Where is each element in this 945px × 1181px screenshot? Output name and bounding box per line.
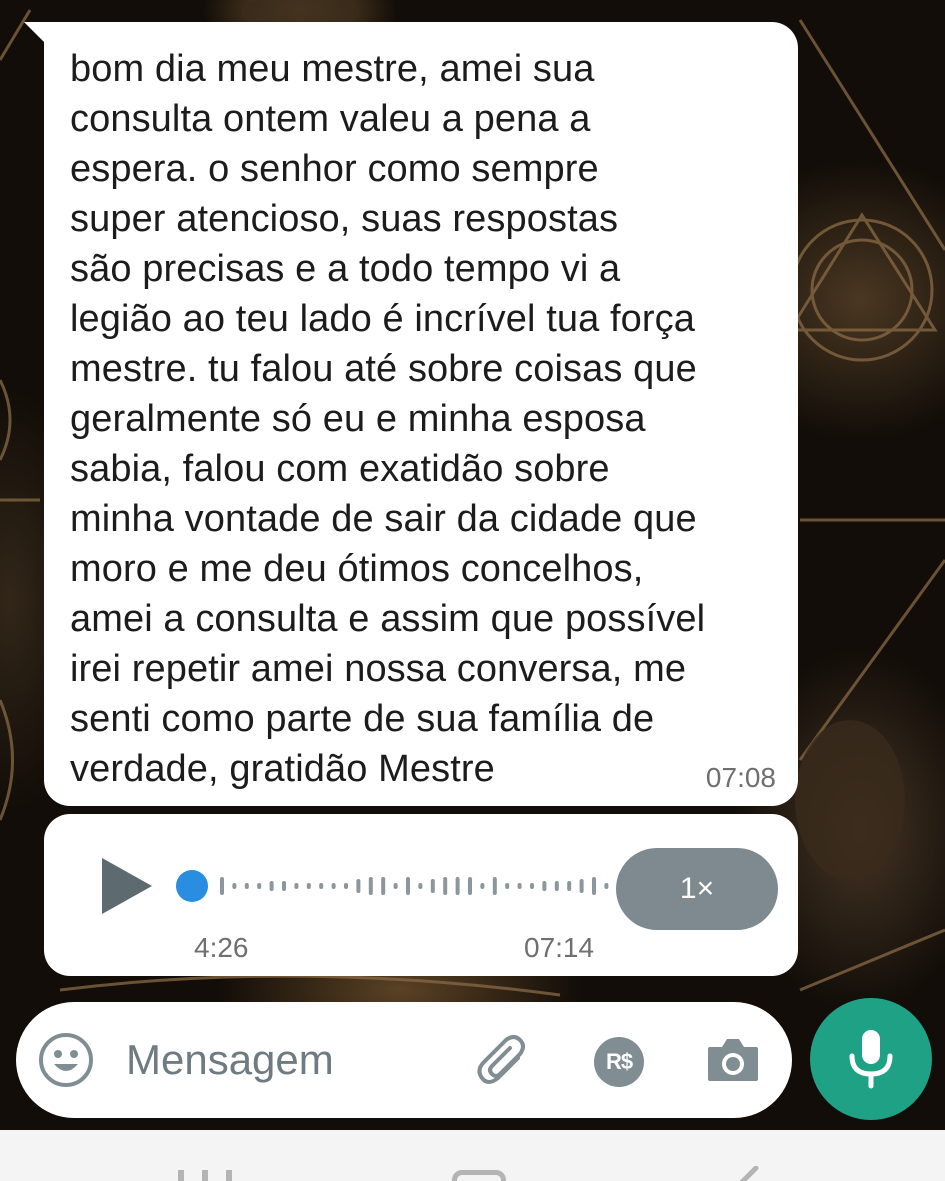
emoji-button[interactable] (38, 1032, 94, 1088)
waveform-bar (369, 877, 373, 895)
waveform-bar (542, 881, 546, 891)
system-navigation-bar (0, 1130, 945, 1181)
waveform-bar (567, 881, 571, 891)
message-input-bar[interactable] (16, 1002, 792, 1118)
waveform-bar (604, 883, 608, 889)
waveform-bar (307, 883, 311, 889)
payment-icon: R$ (605, 1049, 633, 1074)
emoji-icon (38, 1032, 94, 1088)
waveform-bar (332, 883, 336, 889)
waveform-bar (257, 883, 261, 889)
waveform-bar (456, 877, 460, 895)
waveform-bar (555, 881, 559, 891)
camera-icon (706, 1035, 760, 1085)
audio-waveform[interactable] (216, 870, 636, 902)
waveform-bar (493, 877, 497, 895)
waveform-bar (294, 883, 298, 889)
message-text: bom dia meu mestre, amei sua consulta ontem valeu a pena a espera. o senhor como sempre super atencioso, suas respostas são precisas e a todo tempo vi a legião ao teu lado é incrível tua força mestre. tu falou até sobre coisas que geralmente só eu e minha esposa sabia, falou com exatidão sobre minha vontade de sair da cidade que moro e me deu ótimos concelhos, amei a consulta e assim que possível irei repetir amei nossa conversa, me senti como parte de sua família de verdade, gratidão Mestre (70, 48, 706, 790)
voice-record-button[interactable] (810, 998, 932, 1120)
home-icon[interactable] (452, 1170, 506, 1181)
waveform-bar (394, 883, 398, 889)
back-icon[interactable] (734, 1166, 764, 1181)
waveform-bar (592, 877, 596, 895)
waveform-bar (468, 877, 472, 895)
waveform-bar (431, 879, 435, 893)
audio-duration: 4:26 (194, 932, 249, 963)
audio-message-bubble[interactable] (44, 814, 798, 976)
waveform-bar (530, 883, 534, 889)
waveform-bar (505, 883, 509, 889)
incoming-message-bubble[interactable] (44, 22, 798, 806)
microphone-icon (845, 1028, 897, 1090)
waveform-bar (480, 883, 484, 889)
waveform-bar (344, 883, 348, 889)
playback-speed-button[interactable]: 1× (616, 848, 778, 930)
camera-button[interactable] (706, 1035, 760, 1085)
waveform-bar (406, 877, 410, 895)
waveform-bar (356, 879, 360, 893)
play-button[interactable] (98, 854, 158, 918)
message-bubble-tail (24, 22, 46, 44)
message-input[interactable]: Mensagem (126, 1036, 334, 1083)
waveform-bar (518, 883, 522, 889)
waveform-bar (319, 883, 323, 889)
waveform-bar (580, 879, 584, 893)
waveform-bar (282, 881, 286, 891)
waveform-bar (232, 883, 236, 889)
attach-button[interactable] (474, 1032, 532, 1090)
waveform-bar (270, 881, 274, 891)
audio-timestamp: 07:14 (524, 932, 595, 963)
play-icon (98, 854, 158, 918)
recent-apps-icon[interactable] (176, 1168, 236, 1181)
payment-button[interactable] (594, 1037, 644, 1087)
waveform-bar (245, 883, 249, 889)
message-timestamp: 07:08 (705, 762, 776, 793)
waveform-bar (443, 877, 447, 895)
audio-progress-handle[interactable] (176, 870, 208, 902)
waveform-bar (220, 877, 224, 895)
waveform-bar (381, 877, 385, 895)
waveform-bar (418, 883, 422, 889)
paperclip-icon (474, 1032, 532, 1090)
